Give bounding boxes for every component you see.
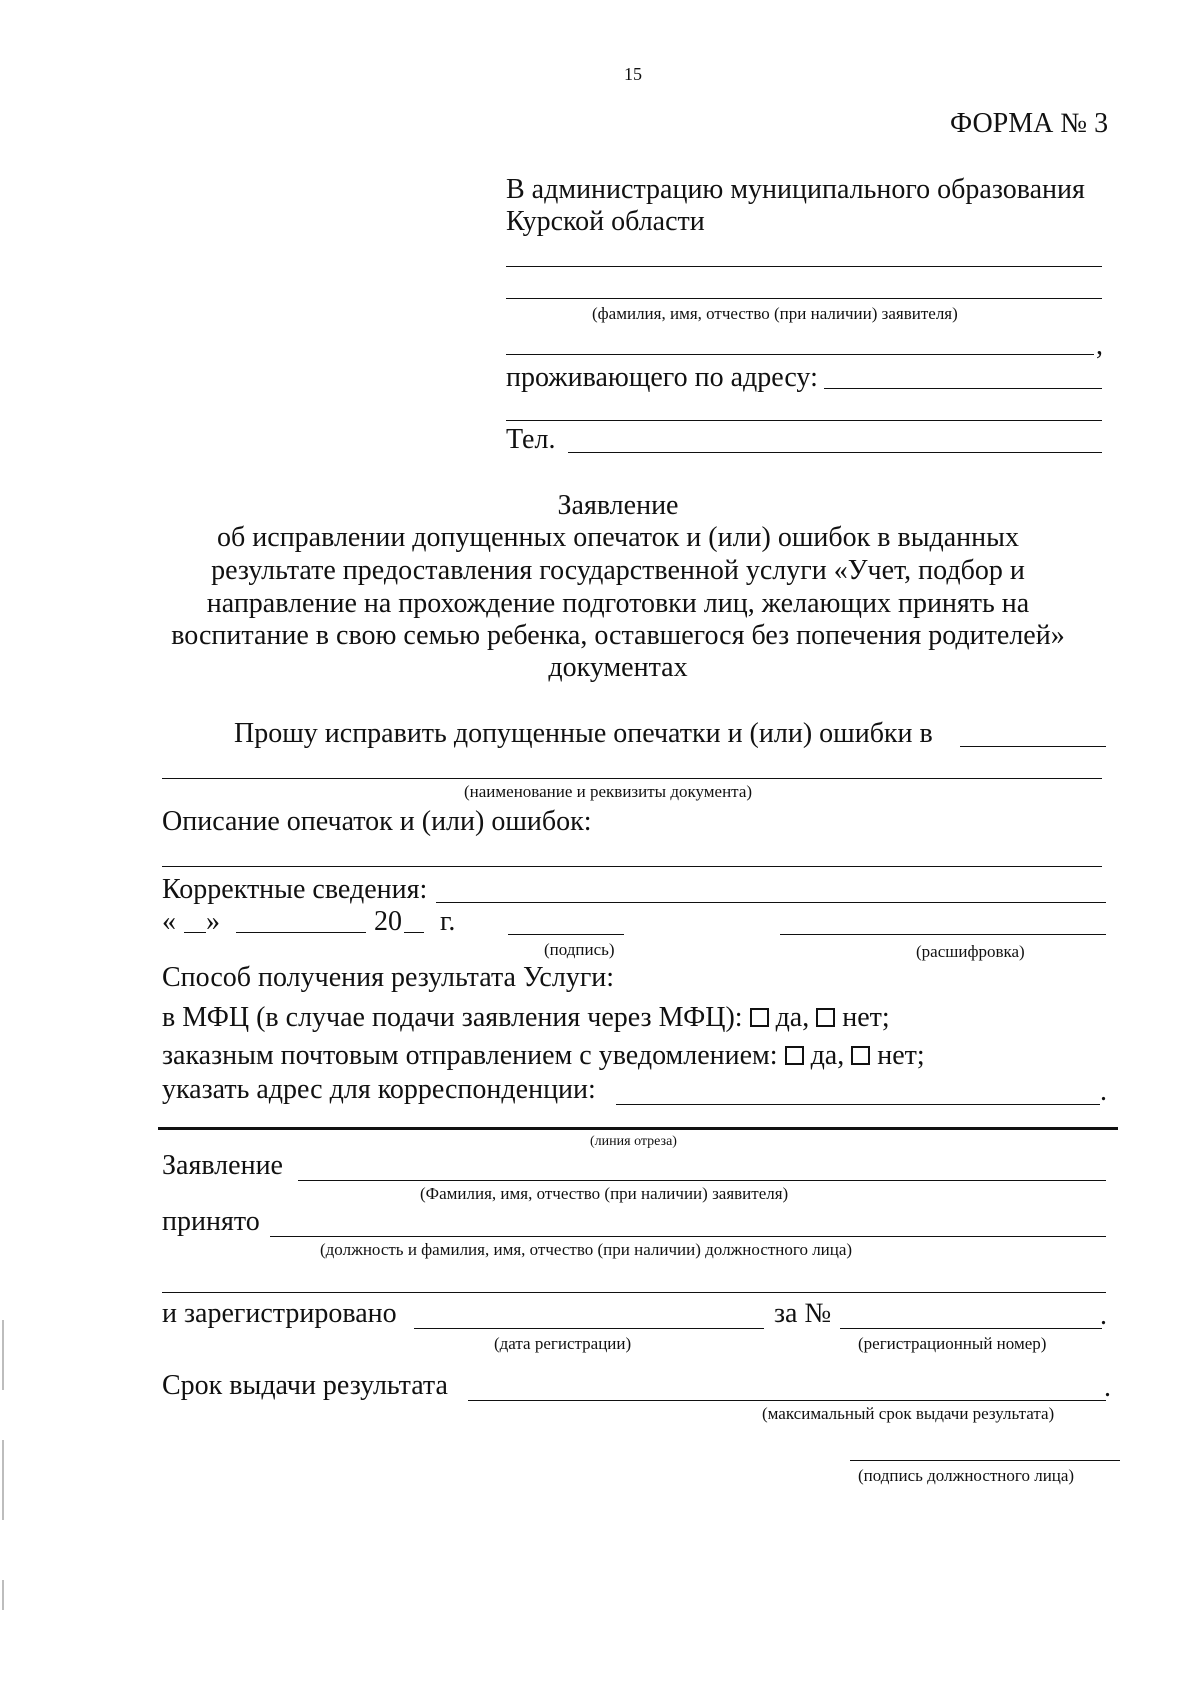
fio-caption: (фамилия, имя, отчество (при наличии) заявителя) [592, 304, 958, 323]
correct-line[interactable] [436, 902, 1106, 903]
number-label: за № [774, 1298, 832, 1329]
mfc-option [162, 1002, 890, 1034]
request-line-1[interactable] [960, 746, 1106, 747]
receipt-applicant-line[interactable] [298, 1180, 1106, 1181]
mail-address-line[interactable] [616, 1104, 1100, 1105]
title-line-3: направление на прохождение подготовки лиц, желающих принять на [206, 588, 1030, 619]
official-caption: (должность и фамилия, имя, отчество (при наличии) должностного лица) [320, 1240, 853, 1259]
decoding-caption: (расшифровка) [916, 942, 1025, 961]
year-prefix: 20 [374, 906, 402, 937]
cut-line-caption: (линия отреза) [590, 1134, 677, 1149]
address-line-1[interactable] [824, 388, 1102, 389]
deadline-caption: (максимальный срок выдачи результата) [762, 1404, 1055, 1423]
mfc-yes-checkbox[interactable] [750, 1008, 769, 1027]
mfc-no-label: нет; [842, 1002, 890, 1033]
mail-no-label: нет; [877, 1040, 925, 1071]
date-open-quote: « [162, 906, 176, 937]
scan-artifact [2, 1320, 4, 1390]
document-title: Заявление [557, 490, 679, 521]
registration-number-line[interactable] [840, 1328, 1102, 1329]
mail-address-label: указать адрес для корреспонденции: [162, 1074, 596, 1105]
mfc-option-text: в МФЦ (в случае подачи заявления через МФЦ): [162, 1002, 743, 1033]
comma: , [1096, 330, 1103, 361]
date-close-quote: » [206, 906, 220, 937]
mail-yes-checkbox[interactable] [785, 1046, 804, 1065]
receipt-application-label: Заявление [162, 1150, 283, 1181]
accepted-line[interactable] [270, 1236, 1106, 1237]
deadline-period: . [1104, 1372, 1111, 1403]
official-line[interactable] [162, 1292, 1106, 1293]
description-line[interactable] [162, 866, 1102, 867]
correct-label: Корректные сведения: [162, 874, 428, 905]
official-signature-line[interactable] [850, 1460, 1120, 1461]
year-suffix: г. [440, 906, 456, 937]
form-label: ФОРМА № 3 [950, 108, 1109, 139]
date-month-line[interactable] [236, 932, 366, 933]
fio-line-3[interactable] [506, 354, 1094, 355]
address-line-2[interactable] [506, 420, 1102, 421]
document-caption: (наименование и реквизиты документа) [464, 782, 753, 801]
title-line-2: результате предоставления государственной услуги «Учет, подбор и [211, 555, 1025, 586]
request-text: Прошу исправить допущенные опечатки и (или) ошибки в [234, 718, 933, 749]
title-line-1: об исправлении допущенных опечаток и (или) ошибок в выданных [217, 522, 1019, 553]
addressee-line2: Курской области [506, 206, 705, 237]
date-year-line[interactable] [404, 932, 424, 933]
signature-line[interactable] [508, 934, 624, 935]
decoding-line[interactable] [780, 934, 1106, 935]
registration-date-line[interactable] [414, 1328, 764, 1329]
signature-caption: (подпись) [544, 940, 615, 959]
title-line-4: воспитание в свою семью ребенка, оставшегося без попечения родителей» [171, 620, 1065, 651]
request-line-2[interactable] [162, 778, 1102, 779]
fio-line-2[interactable] [506, 298, 1102, 299]
receipt-applicant-caption: (Фамилия, имя, отчество (при наличии) заявителя) [420, 1184, 789, 1203]
mail-no-checkbox[interactable] [851, 1046, 870, 1065]
mfc-yes-label: да, [775, 1002, 810, 1033]
mail-address-period: . [1100, 1076, 1107, 1107]
address-label: проживающего по адресу: [506, 362, 818, 393]
mail-yes-label: да, [810, 1040, 845, 1071]
addressee-line1: В администрацию муниципального образования [506, 174, 1085, 205]
description-label: Описание опечаток и (или) ошибок: [162, 806, 592, 837]
registered-label: и зарегистрировано [162, 1298, 397, 1329]
deadline-label: Срок выдачи результата [162, 1370, 448, 1401]
scan-artifact [2, 1440, 4, 1520]
page-number: 15 [624, 64, 642, 84]
registration-period: . [1100, 1300, 1107, 1331]
mail-option-text: заказным почтовым отправлением с уведомлением: [162, 1040, 778, 1071]
cut-line [158, 1127, 1118, 1130]
registration-number-caption: (регистрационный номер) [858, 1334, 1047, 1353]
mfc-no-checkbox[interactable] [816, 1008, 835, 1027]
date-day-line[interactable] [184, 932, 206, 933]
phone-label: Тел. [506, 424, 556, 455]
mail-option [162, 1040, 925, 1072]
registration-date-caption: (дата регистрации) [494, 1334, 632, 1353]
accepted-label: принято [162, 1206, 260, 1237]
method-label: Способ получения результата Услуги: [162, 962, 615, 993]
phone-line[interactable] [568, 452, 1102, 453]
scan-artifact [2, 1580, 4, 1610]
title-line-5: документах [548, 652, 688, 683]
fio-line-1[interactable] [506, 266, 1102, 267]
official-signature-caption: (подпись должностного лица) [858, 1466, 1075, 1485]
deadline-line[interactable] [468, 1400, 1106, 1401]
